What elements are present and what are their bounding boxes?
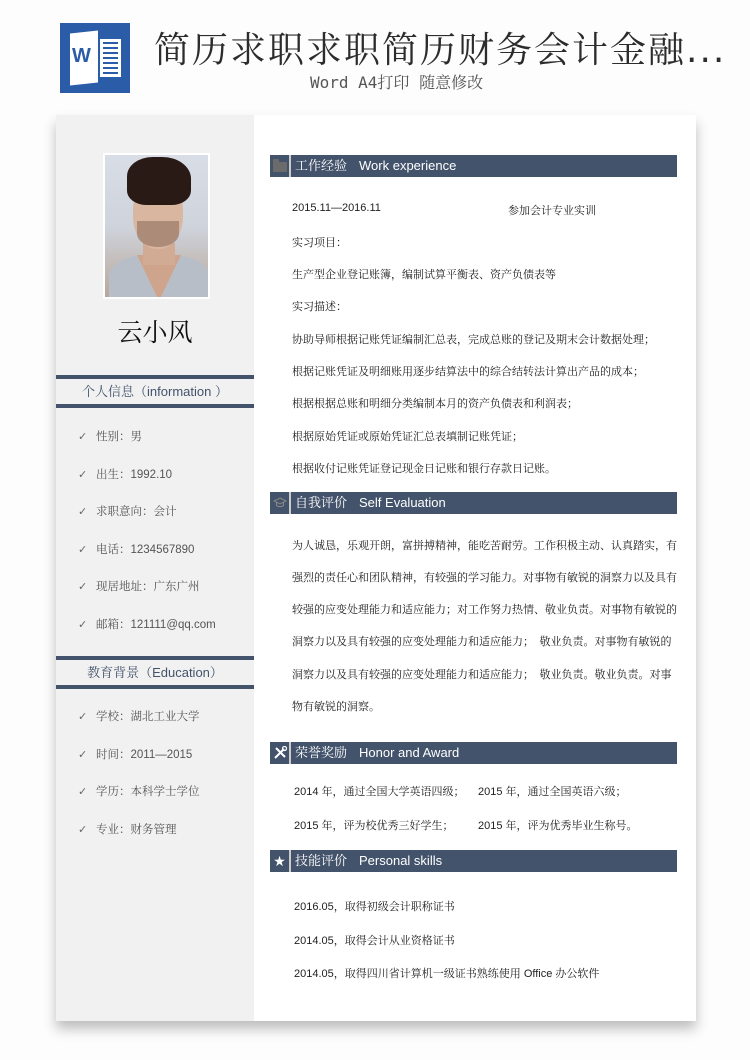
check-icon: ✓ <box>78 468 88 481</box>
edu-value: 财务管理 <box>130 823 177 836</box>
check-icon: ✓ <box>78 581 88 594</box>
work-role: 参加会计专业实训 <box>508 205 596 217</box>
work-desc-label: 实习描述： <box>292 301 347 313</box>
self-eval-line: 为人诚恳，乐观开朗，富拼搏精神，能吃苦耐劳。工作积极主动、认真踏实，有 <box>292 540 677 552</box>
work-project-label: 实习项目： <box>292 237 347 249</box>
check-icon: ✓ <box>78 786 88 799</box>
check-icon: ✓ <box>78 711 88 723</box>
edu-value: 本科学士学位 <box>130 786 200 799</box>
info-label: 求职意向： <box>96 506 154 519</box>
info-label: 现居地址： <box>96 581 154 594</box>
edu-item-school <box>56 699 254 737</box>
info-value: 男 <box>130 431 142 443</box>
info-item-address <box>56 569 254 607</box>
word-icon <box>60 23 130 93</box>
section-title-en: Personal skills <box>359 853 443 868</box>
work-desc-line: 根据原始凭证或原始凭证汇总表填制记账凭证； <box>292 431 523 443</box>
candidate-name: 云小风 <box>117 318 193 347</box>
edu-label: 学校： <box>96 711 131 723</box>
info-value: 1992.10 <box>130 468 173 481</box>
star-icon: ★ <box>270 850 291 872</box>
self-eval-line: 洞察力以及具有较强的应变处理能力和适应能力； 敬业负责。敬业负责。对事 <box>292 669 672 681</box>
preview-header <box>0 0 750 110</box>
section-title-cn: 工作经验 <box>295 158 348 173</box>
section-title-cn: 荣誉奖励 <box>295 745 348 760</box>
info-item-objective <box>56 494 254 532</box>
document-subtitle: Word A4打印 随意修改 <box>310 73 484 92</box>
info-value: 1234567890 <box>130 543 195 556</box>
word-icon-lines <box>100 39 121 77</box>
self-eval-line: 较强的应变处理能力和适应能力；对工作努力热情、敬业负责。对事物有敏锐的 <box>292 604 677 616</box>
personal-info-heading: 个人信息（information ） <box>56 375 254 408</box>
section-title-en: Work experience <box>359 158 457 173</box>
work-desc-line: 根据记账凭证及明细账用逐步结算法中的综合结转法计算出产品的成本； <box>292 366 644 378</box>
info-label: 出生： <box>96 468 131 481</box>
edu-label: 学历： <box>96 786 131 799</box>
work-project: 生产型企业登记账簿，编制试算平衡表、资产负债表等 <box>292 269 556 281</box>
skill-item: 2016.05，取得初级会计职称证书 <box>294 901 455 913</box>
work-desc-line: 协助导师根据记账凭证编制汇总表，完成总账的登记及期末会计数据处理； <box>292 334 655 346</box>
check-icon: ✓ <box>78 543 88 556</box>
self-eval-line: 洞察力以及具有较强的应变处理能力和适应能力； 敬业负责。对事物有敏锐的 <box>292 636 672 648</box>
info-item-email <box>56 607 254 645</box>
section-title-cn: 技能评价 <box>295 853 348 868</box>
document-title: 简历求职求职简历财务会计金融... <box>154 30 727 71</box>
skill-item: 2014.05，取得四川省计算机一级证书熟练使用 Office 办公软件 <box>294 968 600 980</box>
honor-item: 2015 年，评为优秀毕业生称号。 <box>478 820 638 832</box>
edu-value: 湖北工业大学 <box>130 711 200 723</box>
honor-item: 2014 年，通过全国大学英语四级； <box>294 786 465 798</box>
check-icon: ✓ <box>78 823 88 836</box>
info-label: 邮箱： <box>96 618 131 631</box>
honor-item: 2015 年，通过全国英语六级； <box>478 786 627 798</box>
info-value: 广东广州 <box>153 581 200 594</box>
info-value: 会计 <box>153 506 177 519</box>
tools-icon <box>270 742 291 764</box>
edu-label: 专业： <box>96 823 131 836</box>
honors-heading <box>270 742 677 764</box>
personal-info-list <box>56 419 254 645</box>
edu-item-degree <box>56 774 254 812</box>
graduation-cap-icon <box>270 492 291 514</box>
edu-label: 时间： <box>96 748 131 761</box>
folder-icon <box>270 155 291 177</box>
skill-item: 2014.05，取得会计从业资格证书 <box>294 935 455 947</box>
check-icon: ✓ <box>78 506 88 519</box>
edu-item-major <box>56 812 254 850</box>
self-evaluation-heading <box>270 492 677 514</box>
word-icon-letter: W <box>72 45 91 67</box>
info-item-phone <box>56 532 254 570</box>
check-icon: ✓ <box>78 618 88 631</box>
info-value: 121111@qq.com <box>130 618 216 631</box>
self-eval-line: 物有敏锐的洞察。 <box>292 701 380 713</box>
info-label: 电话： <box>96 543 131 556</box>
work-period: 2015.11—2016.11 <box>292 202 381 214</box>
work-desc-line: 根据根据总账和明细分类编制本月的资产负债表和利润表； <box>292 398 578 410</box>
info-item-gender <box>56 419 254 457</box>
education-list <box>56 699 254 849</box>
work-desc-line: 根据收付记账凭证登记现金日记账和银行存款日记账。 <box>292 463 556 475</box>
resume-sidebar <box>56 115 254 1021</box>
resume-main <box>254 115 696 1021</box>
work-experience-heading <box>270 155 677 177</box>
check-icon: ✓ <box>78 748 88 761</box>
section-title-en: Self Evaluation <box>359 495 446 510</box>
info-item-birth <box>56 457 254 495</box>
resume-page <box>56 115 696 1021</box>
edu-value: 2011—2015 <box>130 748 193 761</box>
check-icon: ✓ <box>78 431 88 443</box>
edu-item-time <box>56 737 254 775</box>
education-heading: 教育背景（Education） <box>56 656 254 689</box>
self-eval-line: 强烈的责任心和团队精神，有较强的学习能力。对事物有敏锐的洞察力以及具有 <box>292 572 677 584</box>
honor-item: 2015 年，评为校优秀三好学生； <box>294 820 454 832</box>
skills-heading <box>270 850 677 872</box>
portrait-photo <box>103 153 210 299</box>
info-label: 性别： <box>96 431 131 443</box>
section-title-en: Honor and Award <box>359 745 460 760</box>
section-title-cn: 自我评价 <box>295 495 348 510</box>
